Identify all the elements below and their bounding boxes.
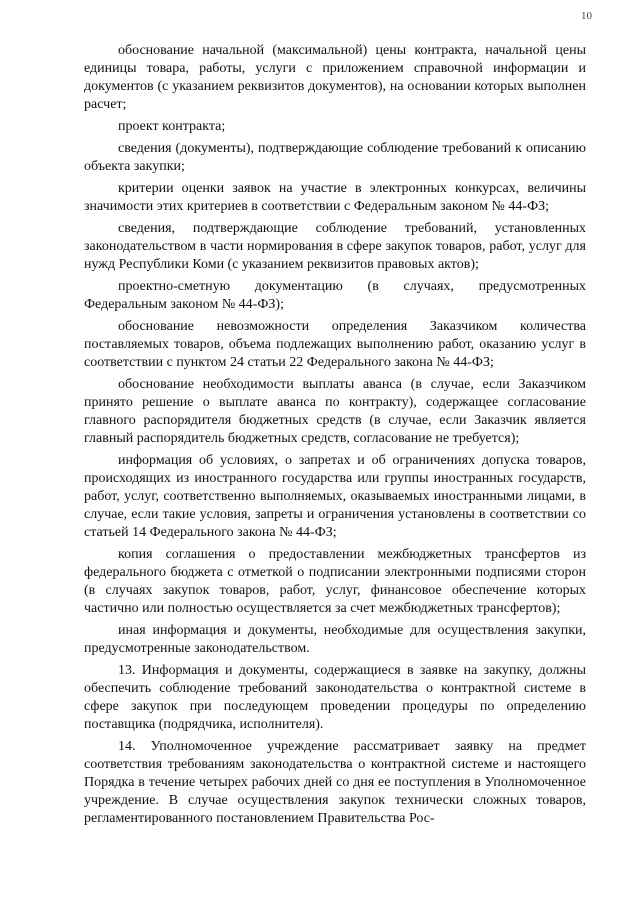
document-body bbox=[84, 42, 586, 828]
paragraph: критерии оценки заявок на участие в электронных конкурсах, величины значимости этих критериев в соответствии с Федеральным законом № 44-ФЗ; bbox=[84, 181, 586, 214]
page-number: 10 bbox=[581, 10, 592, 22]
paragraph: обоснование начальной (максимальной) цены контракта, начальной цены единицы товара, работы, услуги с приложением справочной информации и документов (с указанием реквизитов документов), на основании которых выполнен расчет; bbox=[84, 43, 586, 112]
paragraph-section-14: 14. Уполномоченное учреждение рассматривает заявку на предмет соответствия требованиям законодательства о контрактной системе и настоящего Порядка в течение четырех рабочих дней со дня ее поступления в Уполномоченное учреждение. В случае осуществления закупок технически сложных товаров, регламентированного постановлением Правительства Рос- bbox=[84, 739, 586, 826]
paragraph: проектно-сметную документацию (в случаях, предусмотренных Федеральным законом № 44-ФЗ); bbox=[84, 279, 586, 312]
paragraph: информация об условиях, о запретах и об ограничениях допуска товаров, происходящих из иностранного государства или группы иностранных государств, работ, услуг, соответственно выполняемых, оказываемых иностранными лицами, в случае, если такие условия, запреты и ограничения установлены в соответствии со статьей 14 Федерального закона № 44-ФЗ; bbox=[84, 453, 586, 540]
paragraph: сведения (документы), подтверждающие соблюдение требований к описанию объекта закупки; bbox=[84, 141, 586, 174]
paragraph-section-13: 13. Информация и документы, содержащиеся в заявке на закупку, должны обеспечить соблюдение требований законодательства о контрактной системе в сфере закупок при последующем проведении процедуры по определению поставщика (подрядчика, исполнителя). bbox=[84, 663, 586, 732]
paragraph: обоснование невозможности определения Заказчиком количества поставляемых товаров, объема подлежащих выполнению работ, оказанию услуг в соответствии с пунктом 24 статьи 22 Федерального закона № 44-ФЗ; bbox=[84, 319, 586, 370]
paragraph: копия соглашения о предоставлении межбюджетных трансфертов из федерального бюджета с отметкой о подписании электронными подписями сторон (в случаях закупок товаров, работ, услуг, финансовое обеспечение которых частично или полностью осуществляется за счет межбюджетных трансфертов); bbox=[84, 547, 586, 616]
paragraph: сведения, подтверждающие соблюдение требований, установленных законодательством в части нормирования в сфере закупок товаров, работ, услуг для нужд Республики Коми (с указанием реквизитов правовых актов); bbox=[84, 221, 586, 272]
paragraph: обоснование необходимости выплаты аванса (в случае, если Заказчиком принято решение о выплате аванса по контракту), содержащее согласование главного распорядителя бюджетных средств (в случае, если Заказчик является главный распорядитель бюджетных средств, согласование не требуется); bbox=[84, 377, 586, 446]
paragraph: иная информация и документы, необходимые для осуществления закупки, предусмотренные законодательством. bbox=[84, 623, 586, 656]
paragraph: проект контракта; bbox=[118, 119, 226, 134]
